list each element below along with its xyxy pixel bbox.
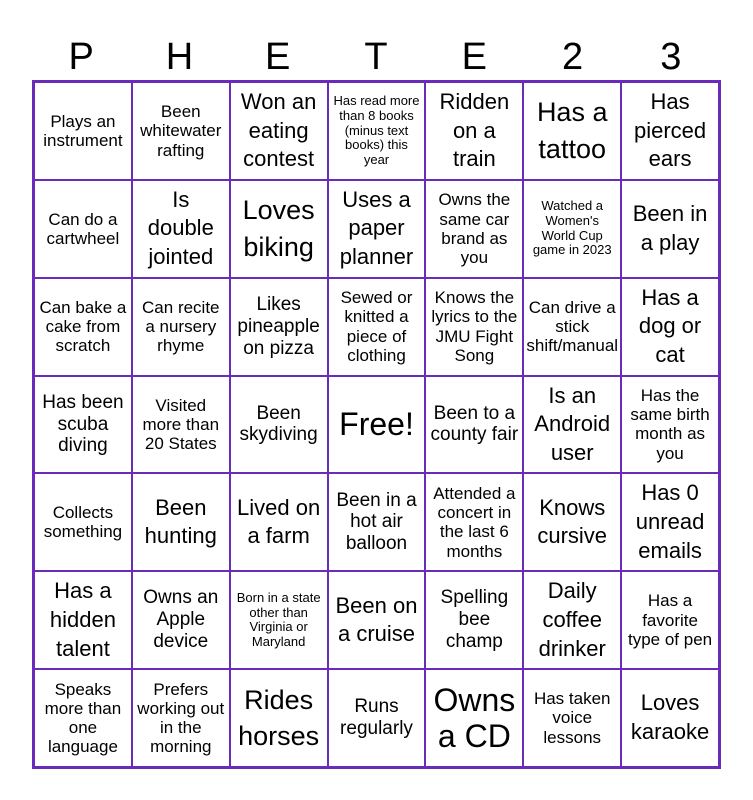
bingo-cell: Has pierced ears bbox=[621, 82, 719, 180]
bingo-cell: Born in a state other than Virginia or Maryland bbox=[230, 571, 328, 669]
bingo-cell: Daily coffee drinker bbox=[523, 571, 621, 669]
header-letter: E bbox=[265, 36, 291, 78]
bingo-cell: Been on a cruise bbox=[328, 571, 426, 669]
bingo-cell: Knows cursive bbox=[523, 473, 621, 571]
bingo-cell: Can drive a stick shift/manual bbox=[523, 278, 621, 376]
header-letter: H bbox=[165, 36, 194, 78]
bingo-cell: Runs regularly bbox=[328, 669, 426, 767]
header-letter: P bbox=[68, 36, 94, 78]
bingo-cell: Uses a paper planner bbox=[328, 180, 426, 278]
bingo-cell: Can recite a nursery rhyme bbox=[132, 278, 230, 376]
bingo-cell: Sewed or knitted a piece of clothing bbox=[328, 278, 426, 376]
bingo-cell: Been in a play bbox=[621, 180, 719, 278]
bingo-cell: Rides horses bbox=[230, 669, 328, 767]
bingo-cell: Can do a cartwheel bbox=[34, 180, 132, 278]
bingo-cell: Collects something bbox=[34, 473, 132, 571]
bingo-header bbox=[32, 34, 720, 80]
bingo-cell: Has the same birth month as you bbox=[621, 376, 719, 474]
bingo-cell: Plays an instrument bbox=[34, 82, 132, 180]
bingo-cell: Been in a hot air balloon bbox=[328, 473, 426, 571]
bingo-cell: Owns a CD bbox=[425, 669, 523, 767]
bingo-cell: Has 0 unread emails bbox=[621, 473, 719, 571]
bingo-cell: Loves biking bbox=[230, 180, 328, 278]
header-letter: T bbox=[364, 36, 388, 78]
bingo-cell: Lived on a farm bbox=[230, 473, 328, 571]
bingo-cell: Been skydiving bbox=[230, 376, 328, 474]
bingo-cell: Speaks more than one language bbox=[34, 669, 132, 767]
bingo-cell: Has been scuba diving bbox=[34, 376, 132, 474]
bingo-cell: Is double jointed bbox=[132, 180, 230, 278]
bingo-cell: Owns the same car brand as you bbox=[425, 180, 523, 278]
bingo-cell: Has a dog or cat bbox=[621, 278, 719, 376]
bingo-cell: Knows the lyrics to the JMU Fight Song bbox=[425, 278, 523, 376]
bingo-cell: Been hunting bbox=[132, 473, 230, 571]
bingo-cell: Has a tattoo bbox=[523, 82, 621, 180]
header-letter: 3 bbox=[660, 36, 682, 78]
bingo-cell: Likes pineapple on pizza bbox=[230, 278, 328, 376]
bingo-cell: Visited more than 20 States bbox=[132, 376, 230, 474]
bingo-cell: Spelling bee champ bbox=[425, 571, 523, 669]
bingo-cell: Ridden on a train bbox=[425, 82, 523, 180]
bingo-cell: Watched a Women's World Cup game in 2023 bbox=[523, 180, 621, 278]
bingo-cell: Been to a county fair bbox=[425, 376, 523, 474]
bingo-board bbox=[32, 80, 721, 769]
bingo-cell: Is an Android user bbox=[523, 376, 621, 474]
bingo-cell: Has taken voice lessons bbox=[523, 669, 621, 767]
bingo-cell: Attended a concert in the last 6 months bbox=[425, 473, 523, 571]
bingo-cell: Has read more than 8 books (minus text books) this year bbox=[328, 82, 426, 180]
bingo-cell: Has a favorite type of pen bbox=[621, 571, 719, 669]
bingo-cell: Prefers working out in the morning bbox=[132, 669, 230, 767]
bingo-cell: Can bake a cake from scratch bbox=[34, 278, 132, 376]
header-letter: 2 bbox=[561, 36, 584, 78]
bingo-cell: Loves karaoke bbox=[621, 669, 719, 767]
bingo-cell: Been whitewater rafting bbox=[132, 82, 230, 180]
free-space: Free! bbox=[328, 376, 426, 474]
bingo-cell: Has a hidden talent bbox=[34, 571, 132, 669]
bingo-cell: Owns an Apple device bbox=[132, 571, 230, 669]
header-letter: E bbox=[461, 36, 487, 78]
bingo-cell: Won an eating contest bbox=[230, 82, 328, 180]
